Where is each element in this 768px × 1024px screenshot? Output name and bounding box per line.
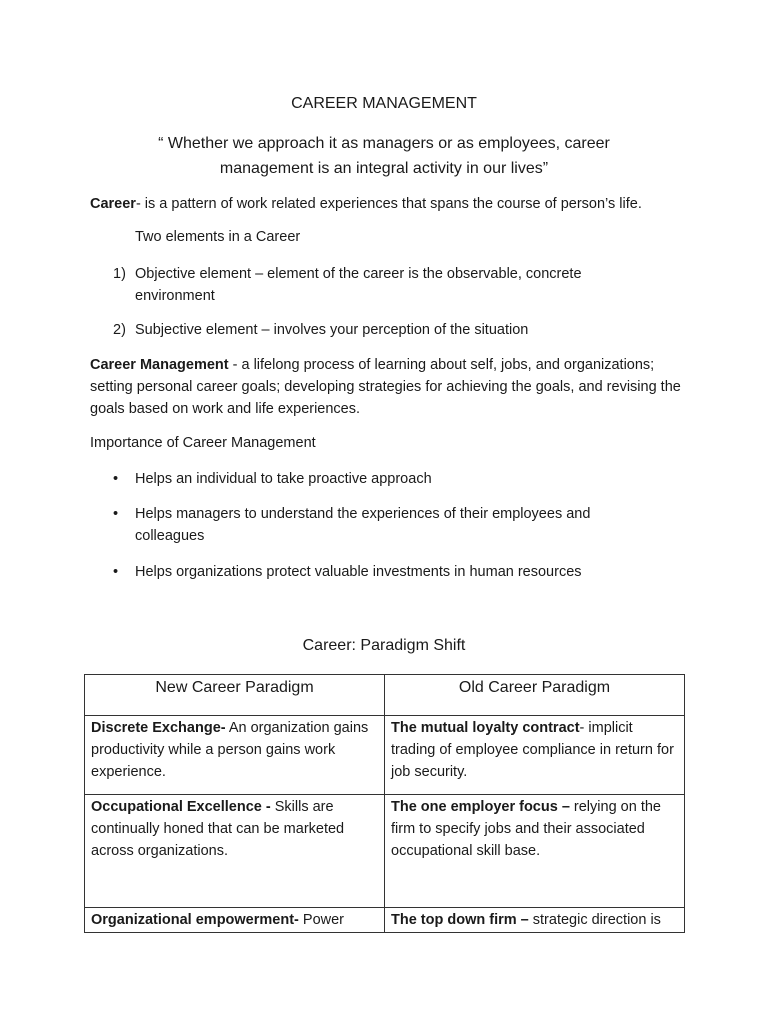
career-management-definition — [90, 354, 690, 420]
career-definition-text: - is a pattern of work related experiences that spans the course of person’s life. — [135, 196, 642, 212]
cell-term: Occupational Excellence - — [91, 799, 271, 815]
bullet-icon: • — [113, 471, 119, 487]
cell-text: An organization gains productivity while a person gains work experience. — [91, 720, 369, 780]
bullet-icon: • — [113, 564, 119, 580]
list-item-text: Objective element – element of the career is the observable, concrete environment — [135, 266, 582, 304]
table-row — [85, 795, 685, 908]
cell-text: Power — [298, 912, 345, 928]
career-management-text: - a lifelong process of learning about self, jobs, and organizations; setting personal career goals; developing strategies for achieving the goals, and revising the goals based on work and life experiences. — [90, 357, 681, 417]
table-cell — [85, 716, 385, 795]
list-item-text: Helps organizations protect valuable investments in human resources — [135, 564, 582, 580]
list-number: 1) — [113, 266, 126, 282]
list-number: 2) — [113, 322, 126, 338]
table-row — [85, 908, 685, 933]
cell-term: Organizational empowerment- — [91, 912, 299, 928]
cell-term: The one employer focus – — [391, 799, 570, 815]
career-term: Career — [90, 196, 136, 212]
list-item-text: Helps an individual to take proactive approach — [135, 471, 432, 487]
bullet-icon: • — [113, 506, 119, 522]
table-cell — [85, 908, 385, 933]
cell-term: The mutual loyalty contract — [391, 720, 580, 736]
column-header-old: Old Career Paradigm — [385, 675, 685, 716]
career-definition — [90, 193, 690, 215]
page-title: CAREER MANAGEMENT — [291, 95, 477, 112]
paradigm-table — [84, 674, 685, 933]
table-cell — [385, 716, 685, 795]
cell-text: - implicit trading of employee compliance in return for job security. — [391, 720, 674, 780]
quote-text: “ Whether we approach it as managers or as employees, career management is an integral activity in our lives” — [158, 135, 610, 177]
table-cell — [85, 795, 385, 908]
cell-text: relying on the firm to specify jobs and their associated occupational skill base. — [391, 799, 661, 859]
table-cell — [385, 908, 685, 933]
cell-term: The top down firm – — [391, 912, 529, 928]
career-management-term: Career Management — [90, 357, 229, 373]
column-header-new: New Career Paradigm — [85, 675, 385, 716]
cell-text: Skills are continually honed that can be marketed across organizations. — [91, 799, 345, 859]
quote — [0, 131, 768, 181]
table-row — [85, 716, 685, 795]
importance-heading: Importance of Career Management — [90, 435, 316, 451]
table-header-row — [85, 675, 685, 716]
list-item-text: Helps managers to understand the experiences of their employees and colleagues — [135, 506, 591, 544]
list-item-text: Subjective element – involves your perception of the situation — [135, 322, 529, 338]
cell-text: strategic direction is — [528, 912, 661, 928]
two-elements-label: Two elements in a Career — [135, 229, 301, 245]
table-cell — [385, 795, 685, 908]
section-title: Career: Paradigm Shift — [302, 637, 466, 654]
cell-term: Discrete Exchange- — [91, 720, 226, 736]
